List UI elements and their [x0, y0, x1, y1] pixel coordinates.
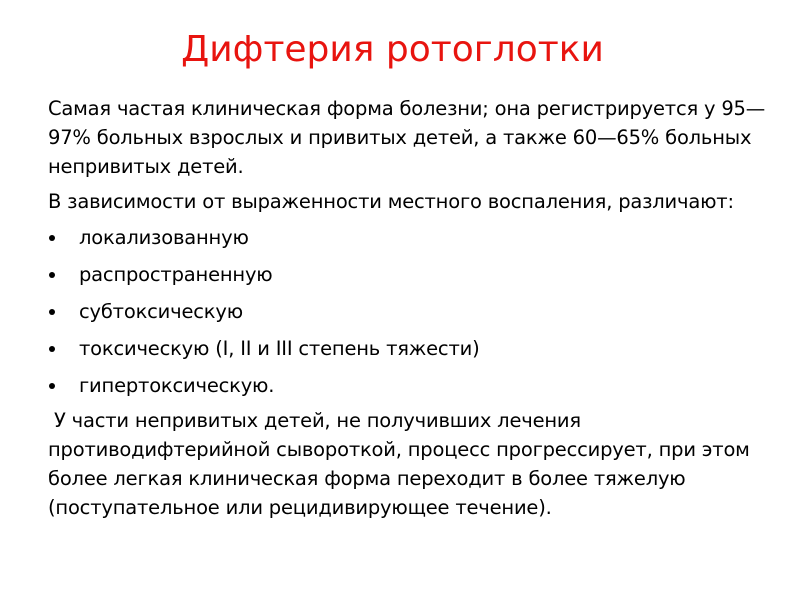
bullet-icon	[49, 309, 55, 315]
list-item	[48, 297, 770, 327]
list-item	[48, 334, 770, 364]
bullet-icon	[49, 272, 55, 278]
bullet-icon	[49, 346, 55, 352]
list-item	[48, 260, 770, 290]
list-item-label: токсическую (I, II и III степень тяжести)	[79, 337, 480, 360]
list-item	[48, 223, 770, 253]
lead-in-paragraph: В зависимости от выраженности местного воспаления, различают:	[48, 190, 734, 213]
slide-body	[48, 94, 770, 528]
slide-title: Дифтерия ротоглотки	[181, 29, 604, 70]
list-item-label: субтоксическую	[79, 300, 243, 323]
bullet-icon	[49, 235, 55, 241]
closing-paragraph: У части непривитых детей, не получивших лечения противодифтерийной сывороткой, процесс прогрессирует, при этом более легкая клиническая форма переходит в более тяжелую (поступательное или рецидивирующее течение).	[48, 409, 756, 519]
list-item-label: локализованную	[79, 226, 249, 249]
intro-paragraph: Самая частая клиническая форма болезни; она регистрируется у 95—97% больных взрослых и привитых детей, а также 60—65% больных непривитых детей.	[48, 97, 766, 178]
list-item	[48, 371, 770, 401]
list-item-label: гипертоксическую.	[79, 374, 275, 397]
bullet-icon	[49, 383, 55, 389]
list-item-label: распространенную	[79, 263, 273, 286]
forms-list	[48, 223, 770, 401]
